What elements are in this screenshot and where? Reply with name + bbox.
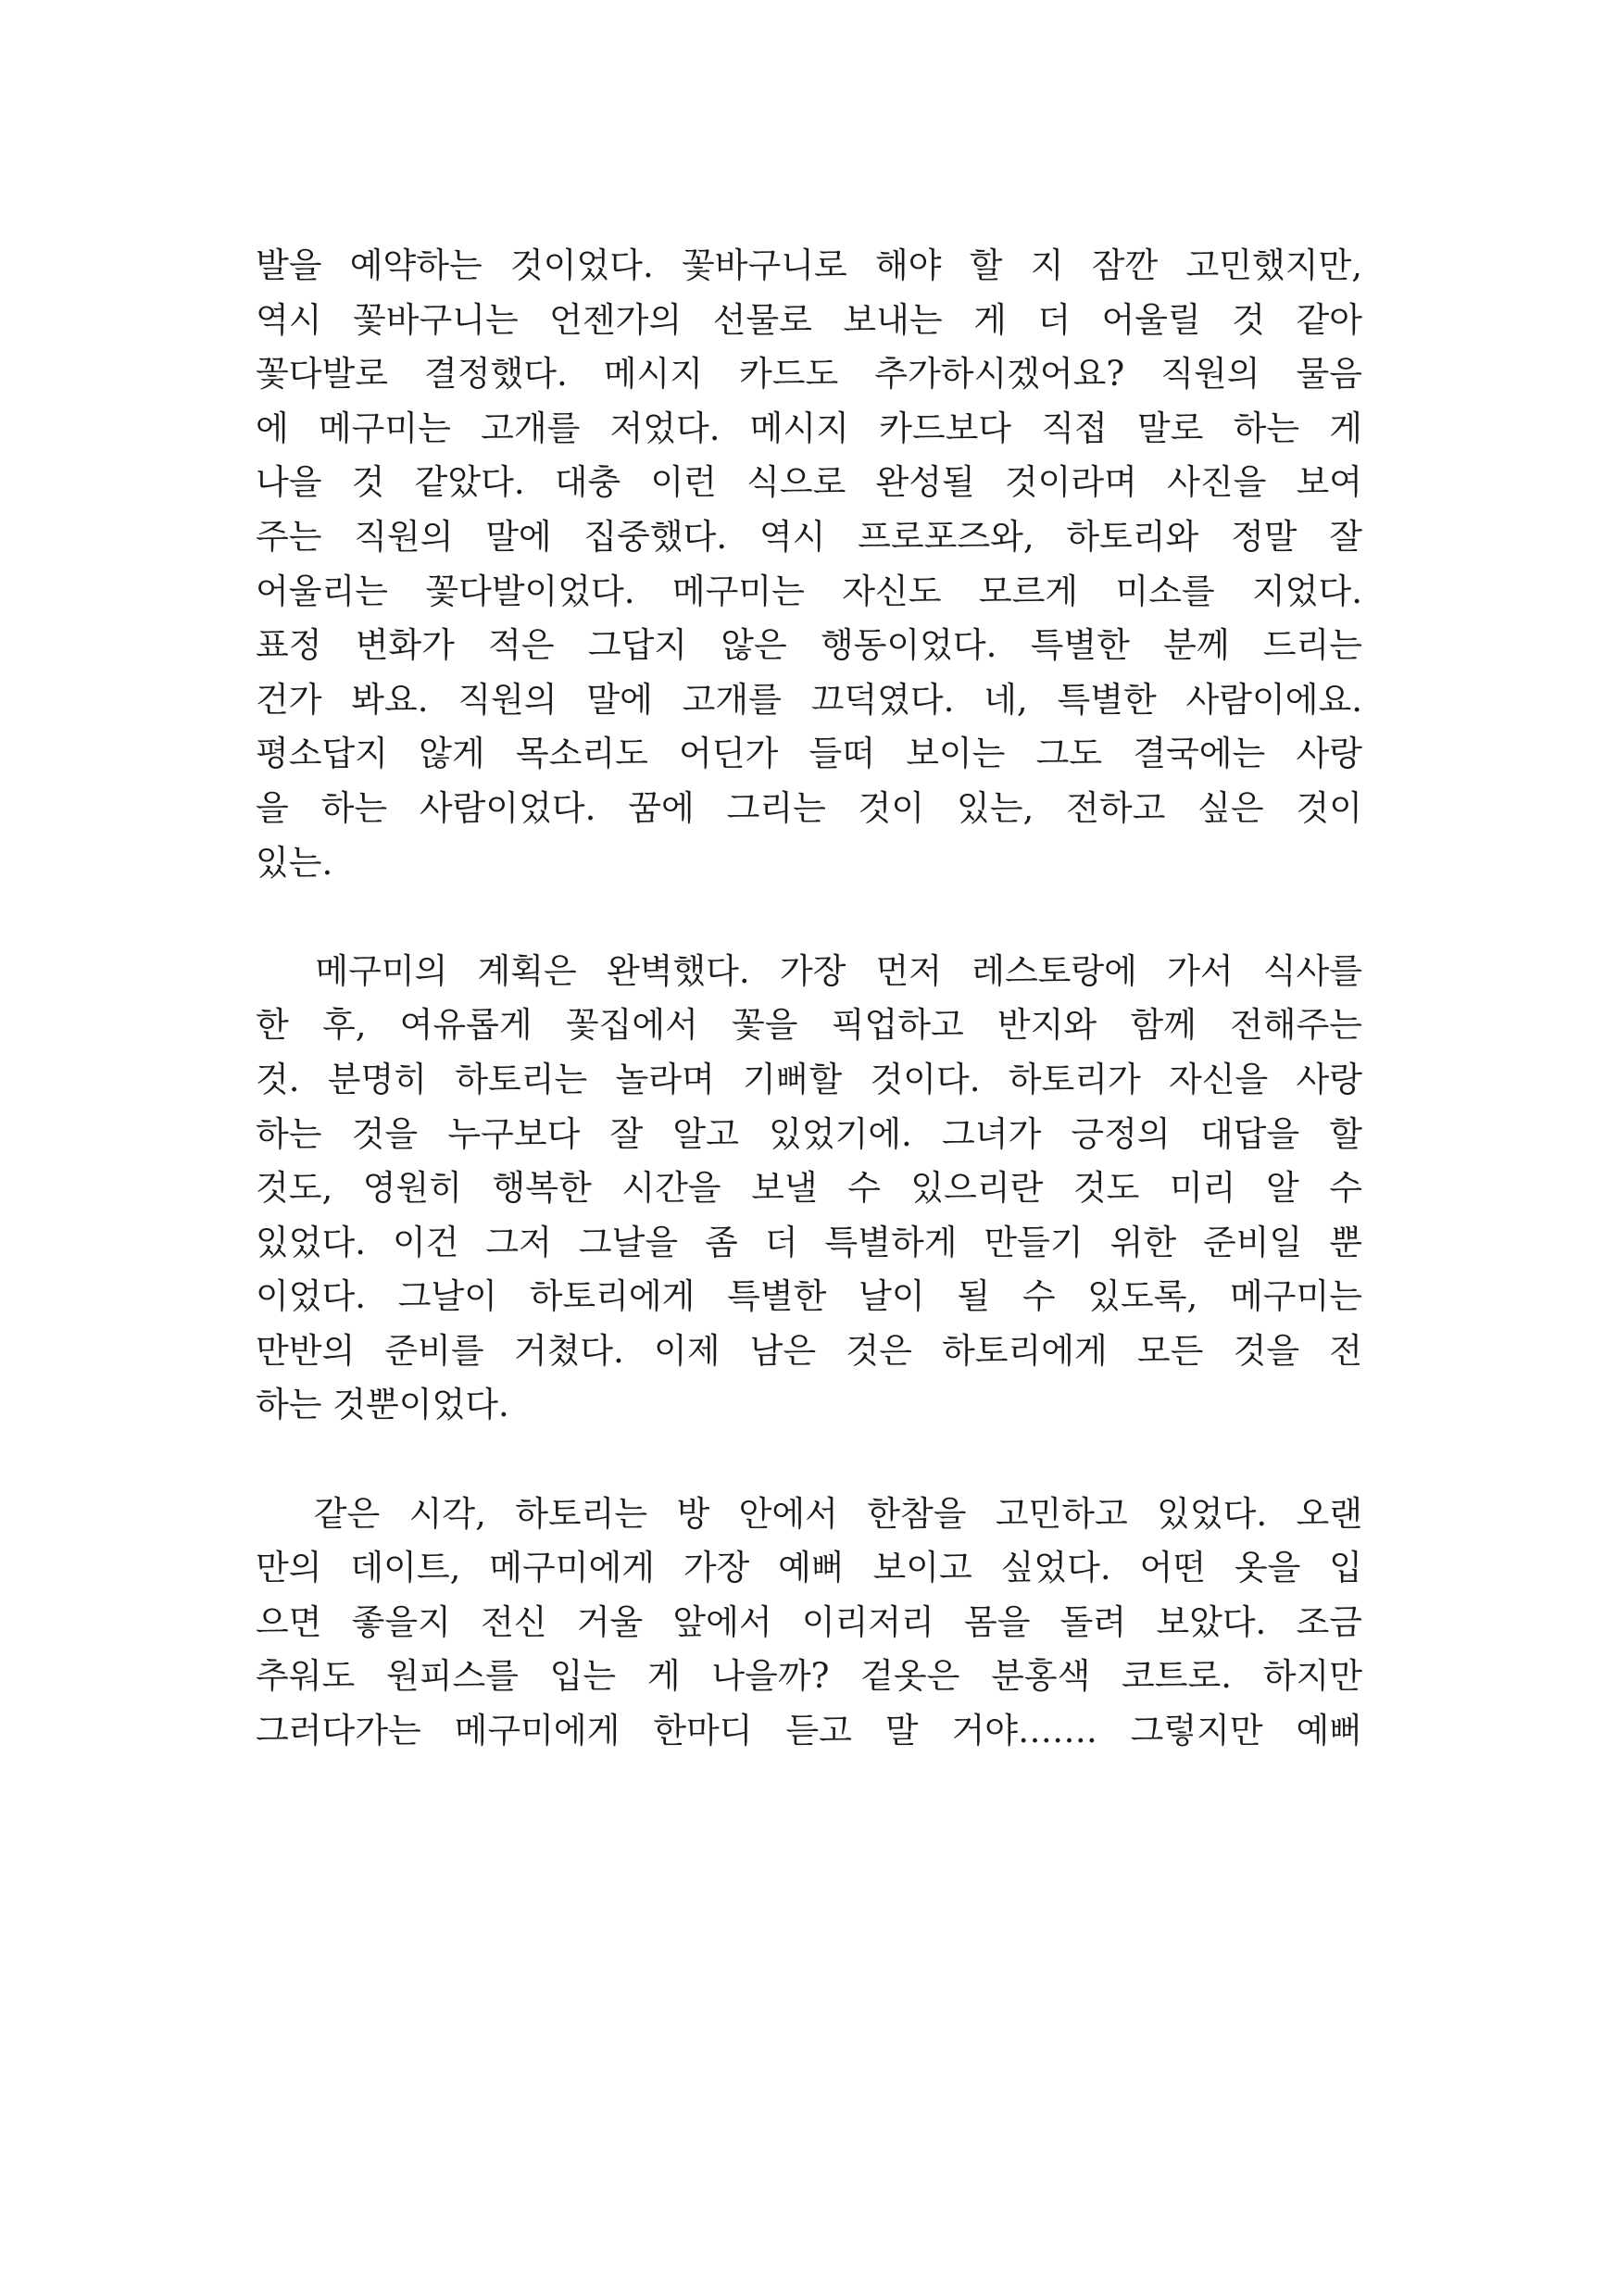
paragraph-1: [256, 239, 1362, 890]
paragraph-2: [256, 945, 1362, 1433]
text-line: 그러다가는 메구미에게 한마디 듣고 말 거야……. 그렇지만 예뻐: [256, 1711, 1362, 1751]
text-line: 꽃다발로 결정했다. 메시지 카드도 추가하시겠어요? 직원의 물음: [256, 354, 1362, 395]
text-line: 역시 꽃바구니는 언젠가의 선물로 보내는 게 더 어울릴 것 같아: [256, 299, 1362, 340]
text-line: 하는 것뿐이었다.: [256, 1385, 509, 1425]
text-line: 추워도 원피스를 입는 게 나을까? 겉옷은 분홍색 코트로. 하지만: [256, 1656, 1362, 1697]
text-line: 있었다. 이건 그저 그날을 좀 더 특별하게 만들기 위한 준비일 뿐: [256, 1222, 1362, 1262]
text-line: 같은 시각, 하토리는 방 안에서 한참을 고민하고 있었다. 오랜: [256, 1493, 1362, 1534]
text-line: 으면 좋을지 전신 거울 앞에서 이리저리 몸을 돌려 보았다. 조금: [256, 1601, 1362, 1642]
text-line: 표정 변화가 적은 그답지 않은 행동이었다. 특별한 분께 드리는: [256, 625, 1362, 666]
text-line: 있는.: [256, 842, 333, 883]
text-line: 어울리는 꽃다발이었다. 메구미는 자신도 모르게 미소를 지었다.: [256, 571, 1362, 611]
text-line: 에 메구미는 고개를 저었다. 메시지 카드보다 직접 말로 하는 게: [256, 408, 1362, 448]
text-line: 주는 직원의 말에 집중했다. 역시 프로포즈와, 하토리와 정말 잘: [256, 516, 1362, 557]
paragraph-3: [256, 1487, 1362, 1759]
text-line: 평소답지 않게 목소리도 어딘가 들떠 보이는 그도 결국에는 사랑: [256, 734, 1362, 774]
text-line: 것. 분명히 하토리는 놀라며 기뻐할 것이다. 하토리가 자신을 사랑: [256, 1059, 1362, 1099]
text-line: 만의 데이트, 메구미에게 가장 예뻐 보이고 싶었다. 어떤 옷을 입: [256, 1548, 1362, 1588]
text-line: 이었다. 그날이 하토리에게 특별한 날이 될 수 있도록, 메구미는: [256, 1276, 1362, 1317]
document-body: [256, 239, 1362, 1759]
text-line: 것도, 영원히 행복한 시간을 보낼 수 있으리란 것도 미리 알 수: [256, 1168, 1362, 1209]
text-line: 한 후, 여유롭게 꽃집에서 꽃을 픽업하고 반지와 함께 전해주는: [256, 1005, 1362, 1046]
text-line: 나을 것 같았다. 대충 이런 식으로 완성될 것이라며 사진을 보여: [256, 462, 1362, 503]
text-line: 메구미의 계획은 완벽했다. 가장 먼저 레스토랑에 가서 식사를: [256, 950, 1362, 991]
text-line: 을 하는 사람이었다. 꿈에 그리는 것이 있는, 전하고 싶은 것이: [256, 787, 1362, 828]
text-line: 만반의 준비를 거쳤다. 이제 남은 것은 하토리에게 모든 것을 전: [256, 1330, 1362, 1371]
text-line: 건가 봐요. 직원의 말에 고개를 끄덕였다. 네, 특별한 사람이에요.: [256, 679, 1362, 720]
text-line: 하는 것을 누구보다 잘 알고 있었기에. 그녀가 긍정의 대답을 할: [256, 1113, 1362, 1154]
text-line: 발을 예약하는 것이었다. 꽃바구니로 해야 할 지 잠깐 고민했지만,: [256, 245, 1362, 285]
